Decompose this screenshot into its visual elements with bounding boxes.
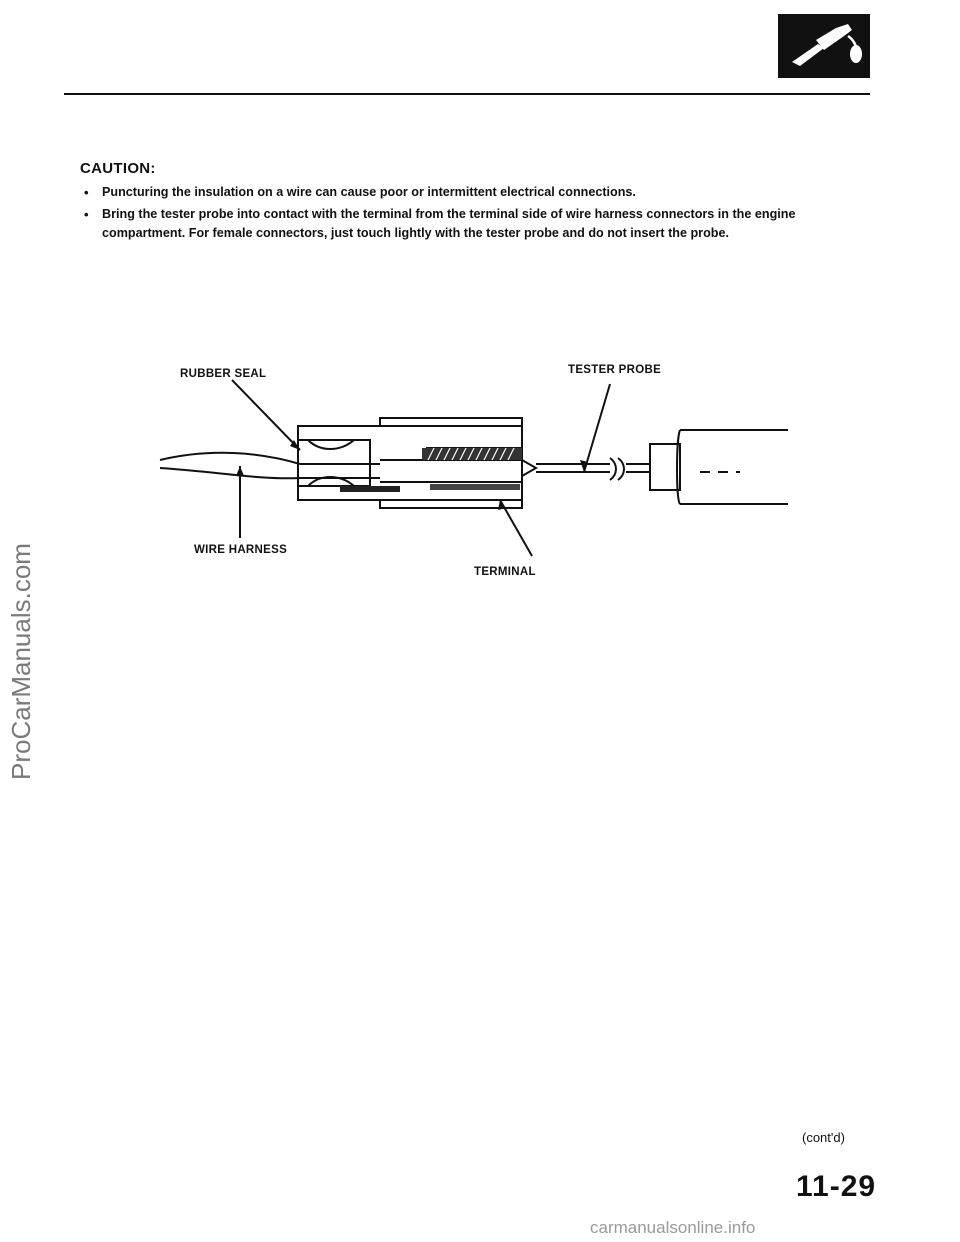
- label-terminal: TERMINAL: [474, 566, 536, 578]
- connector-probe-diagram: [140, 360, 800, 590]
- caution-item: [80, 205, 880, 243]
- caution-item: [80, 183, 880, 202]
- caution-item-text: Bring the tester probe into contact with the terminal from the terminal side of wire harness connectors in the engine compartment. For female connectors, just touch lightly with the tester probe and do not insert the probe.: [102, 207, 796, 240]
- side-watermark: [6, 420, 34, 780]
- label-wire-harness: WIRE HARNESS: [194, 544, 288, 556]
- caution-title: CAUTION:: [80, 160, 156, 177]
- bullet: •: [84, 207, 89, 222]
- continued-note: (cont'd): [802, 1130, 845, 1145]
- bullet: •: [84, 185, 89, 200]
- label-rubber-seal: RUBBER SEAL: [180, 368, 267, 380]
- caution-list: [80, 183, 880, 243]
- bottom-watermark: carmanualsonline.info: [590, 1218, 756, 1237]
- label-tester-probe: TESTER PROBE: [568, 364, 662, 376]
- header-rule: [64, 93, 870, 95]
- caution-block: [80, 160, 880, 246]
- caution-item-text: Puncturing the insulation on a wire can cause poor or intermittent electrical connections.: [102, 185, 636, 199]
- fuel-nozzle-icon: [778, 14, 870, 78]
- page-number: 11-29: [796, 1170, 877, 1203]
- side-watermark-text: ProCarManuals.com: [6, 543, 36, 780]
